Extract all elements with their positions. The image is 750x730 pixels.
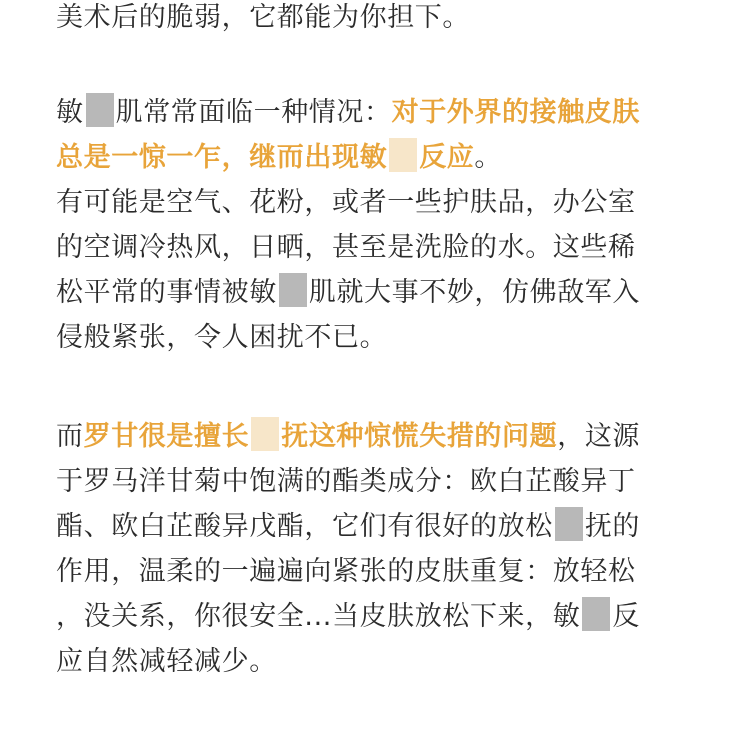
text-line: 侵般紧张，令人困扰不已。 — [56, 322, 388, 353]
paragraph-spacer — [56, 360, 696, 414]
text-segment: 反 — [612, 601, 640, 632]
text-segment: 肌就大事不妙，仿佛敌军入 — [308, 277, 641, 308]
text-segment: 抚的 — [584, 511, 641, 542]
highlighted-text: 反应 — [419, 142, 475, 173]
redacted-character — [582, 597, 610, 631]
paragraph-spacer — [56, 40, 696, 90]
text-line — [56, 594, 696, 639]
text-segment: ，没关系，你很安全...当皮肤放松下来，敏 — [56, 601, 581, 632]
text-segment: 酯、欧白芷酸异戊酯，它们有很好的放松 — [56, 511, 553, 542]
text-segment: 松平常的事情被敏 — [56, 277, 277, 308]
highlighted-text: 总是一惊一乍，继而出现敏 — [56, 142, 388, 173]
text-line: 的空调冷热风，日晒，甚至是洗脸的水。这些稀 — [56, 232, 636, 263]
text-segment: 敏 — [56, 97, 84, 128]
article-body — [56, 0, 696, 684]
redacted-character — [279, 273, 307, 307]
text-line: 美术后的脆弱，它都能为你担下。 — [56, 2, 470, 33]
text-line — [56, 270, 696, 315]
text-line: 有可能是空气、花粉，或者一些护肤品，办公室 — [56, 187, 636, 218]
redacted-character — [251, 417, 279, 451]
text-line — [56, 504, 696, 549]
text-line: 作用，温柔的一遍遍向紧张的皮肤重复：放轻松 — [56, 556, 636, 587]
text-segment: 。 — [474, 142, 503, 173]
highlighted-text: 抚这种惊慌失措的问题 — [281, 421, 558, 452]
text-line: 应自然减轻减少。 — [56, 646, 277, 677]
paragraph-product — [56, 414, 696, 684]
paragraph-sensitive-skin — [56, 90, 696, 360]
text-line — [56, 90, 696, 135]
redacted-character — [86, 93, 114, 127]
highlighted-text: 罗甘很是擅长 — [83, 421, 250, 452]
text-line — [56, 414, 696, 459]
paragraph-intro-tail — [56, 0, 696, 40]
text-segment: 肌常常面临一种情况： — [115, 97, 392, 128]
highlighted-text: 对于外界的接触皮肤 — [391, 97, 641, 128]
redacted-character — [555, 507, 583, 541]
text-segment: ，这源 — [557, 421, 641, 452]
redacted-character — [389, 138, 417, 172]
text-line: 于罗马洋甘菊中饱满的酯类成分：欧白芷酸异丁 — [56, 466, 636, 497]
text-segment: 而 — [56, 421, 84, 452]
text-line — [56, 135, 696, 180]
